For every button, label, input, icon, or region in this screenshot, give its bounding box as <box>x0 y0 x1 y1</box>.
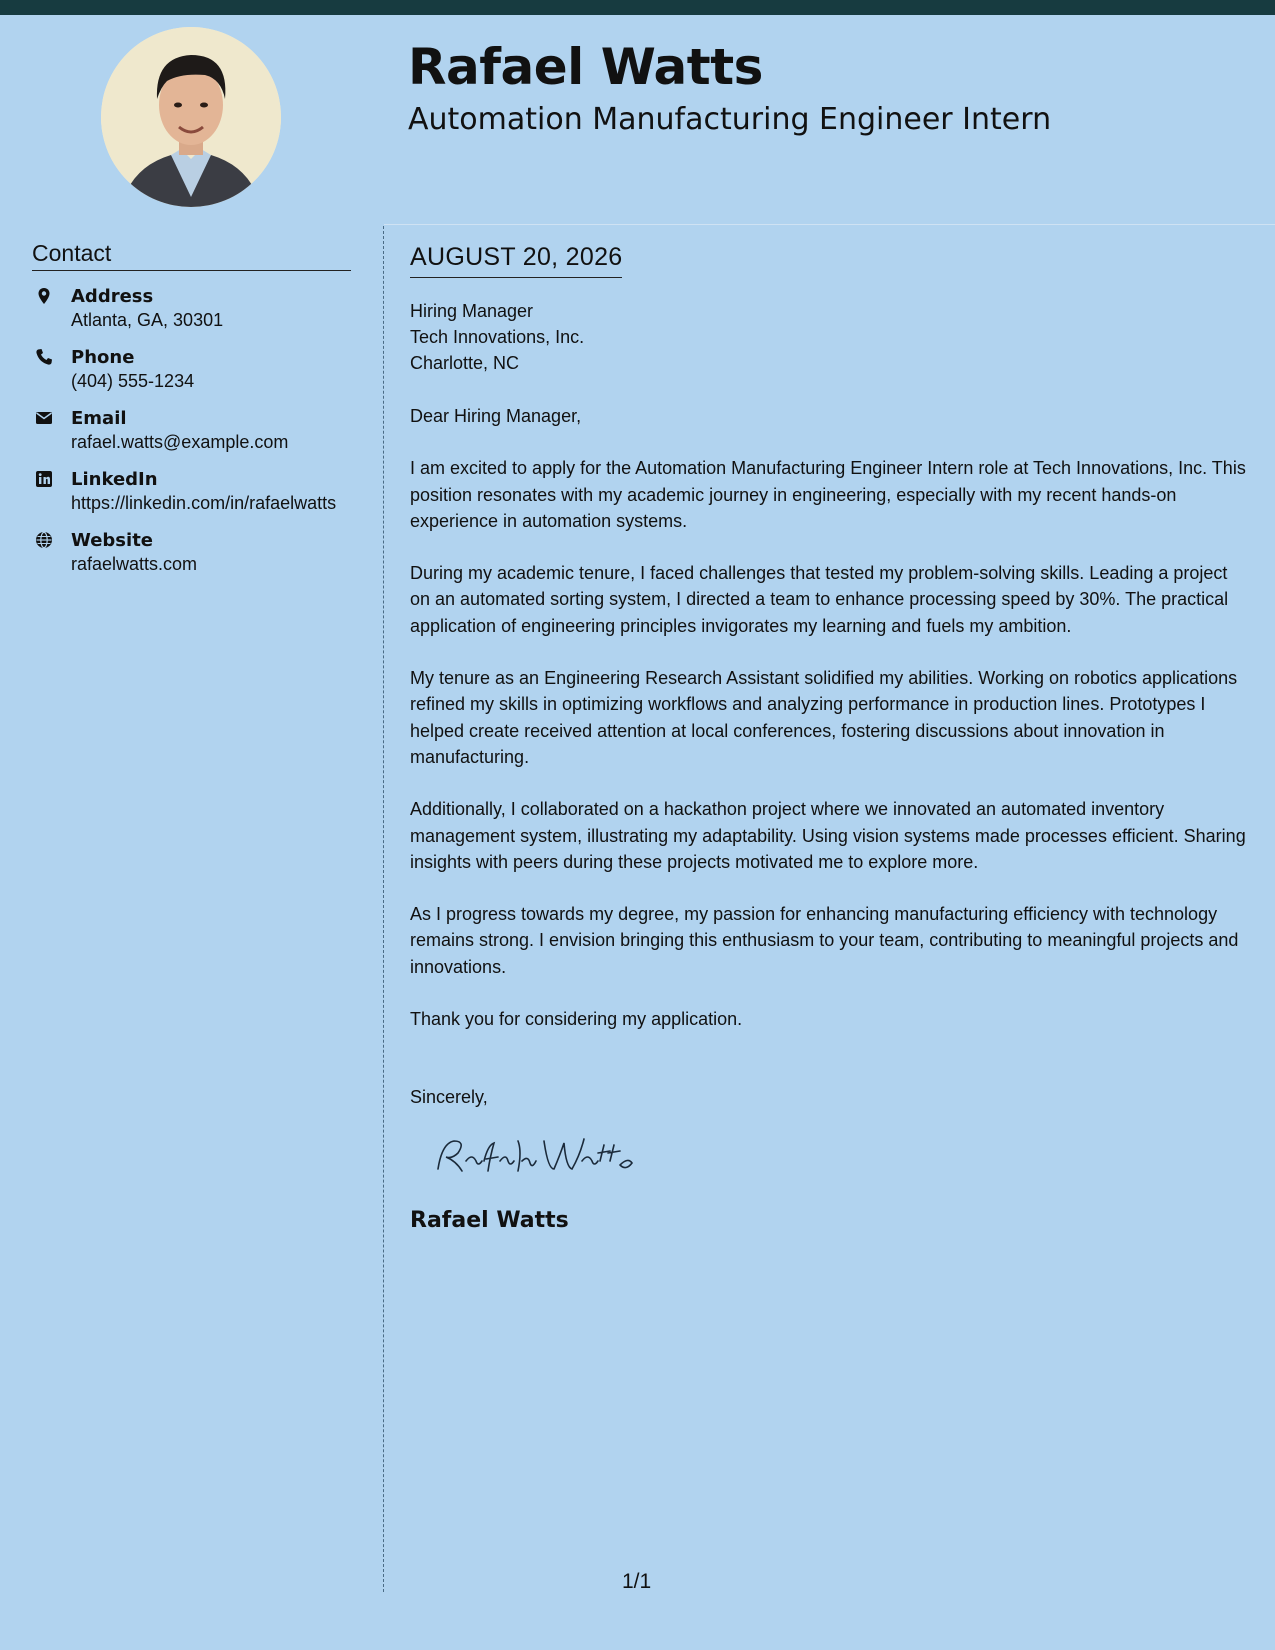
linkedin-value[interactable]: https://linkedin.com/in/rafaelwatts <box>71 493 337 513</box>
letter-date: AUGUST 20, 2026 <box>410 243 622 278</box>
contact-heading: Contact <box>32 240 351 271</box>
phone-value[interactable]: (404) 555-1234 <box>71 371 195 391</box>
contact-label: Email <box>71 408 127 429</box>
contact-label: Address <box>71 286 154 307</box>
closing: Sincerely, <box>410 1087 488 1108</box>
salutation: Dear Hiring Manager, <box>410 406 582 426</box>
contact-list <box>32 285 352 590</box>
website-value[interactable]: rafaelwatts.com <box>71 554 198 574</box>
recipient-block <box>410 298 1250 376</box>
contact-label: Website <box>71 530 154 551</box>
top-bar <box>0 0 1275 15</box>
address-value: Atlanta, GA, 30301 <box>71 310 224 330</box>
job-title: Automation Manufacturing Engineer Intern <box>408 102 1052 137</box>
recipient-line: Charlotte, NC <box>410 353 520 373</box>
contact-label: Phone <box>71 347 135 368</box>
page-number: 1/1 <box>622 1570 652 1593</box>
contact-item-address <box>32 285 352 332</box>
paragraph: Thank you for considering my application. <box>410 1009 743 1030</box>
header-divider <box>384 224 1275 225</box>
contact-item-linkedin <box>32 468 352 515</box>
profile-photo <box>101 27 281 207</box>
envelope-icon <box>35 409 53 427</box>
handwritten-signature <box>432 1131 1250 1186</box>
column-divider <box>383 226 384 1592</box>
phone-icon <box>35 348 53 366</box>
recipient-line: Tech Innovations, Inc. <box>410 327 585 347</box>
contact-item-website <box>32 529 352 576</box>
signed-name: Rafael Watts <box>410 1207 569 1233</box>
globe-icon <box>35 531 53 549</box>
paragraph: As I progress towards my degree, my passion for enhancing manufacturing efficiency with technology remains strong. I envision bringing this enthusiasm to your team, contributing to meaningful projects and innovations. <box>410 904 1239 977</box>
linkedin-icon <box>35 470 53 488</box>
email-value[interactable]: rafael.watts@example.com <box>71 432 289 452</box>
letter-text <box>410 403 1250 1111</box>
paragraph: Additionally, I collaborated on a hackathon project where we innovated an automated inventory management system, illustrating my adaptability. Using vision systems made processes efficient. Sharing insights with peers during these projects motivated me to explore more. <box>410 799 1246 872</box>
recipient-line: Hiring Manager <box>410 301 534 321</box>
applicant-name: Rafael Watts <box>408 38 763 96</box>
contact-item-phone <box>32 346 352 393</box>
paragraph: I am excited to apply for the Automation Manufacturing Engineer Intern role at Tech Innovations, Inc. This position resonates with my academic journey in engineering, especially with my recent hands-on experience in automation systems. <box>410 458 1246 531</box>
letter-body <box>410 243 1250 1233</box>
paragraph: During my academic tenure, I faced challenges that tested my problem-solving skills. Leading a project on an automated sorting system, I directed a team to enhance processing speed by 30%. The practical application of engineering principles invigorates my learning and fuels my ambition. <box>410 563 1229 636</box>
contact-item-email <box>32 407 352 454</box>
paragraph: My tenure as an Engineering Research Assistant solidified my abilities. Working on robotics applications refined my skills in optimizing workflows and analyzing performance in production lines. Prototypes I helped create received attention at local conferences, fostering discussions about innovation in manufacturing. <box>410 668 1238 767</box>
contact-label: LinkedIn <box>71 469 158 490</box>
location-pin-icon <box>35 287 53 305</box>
